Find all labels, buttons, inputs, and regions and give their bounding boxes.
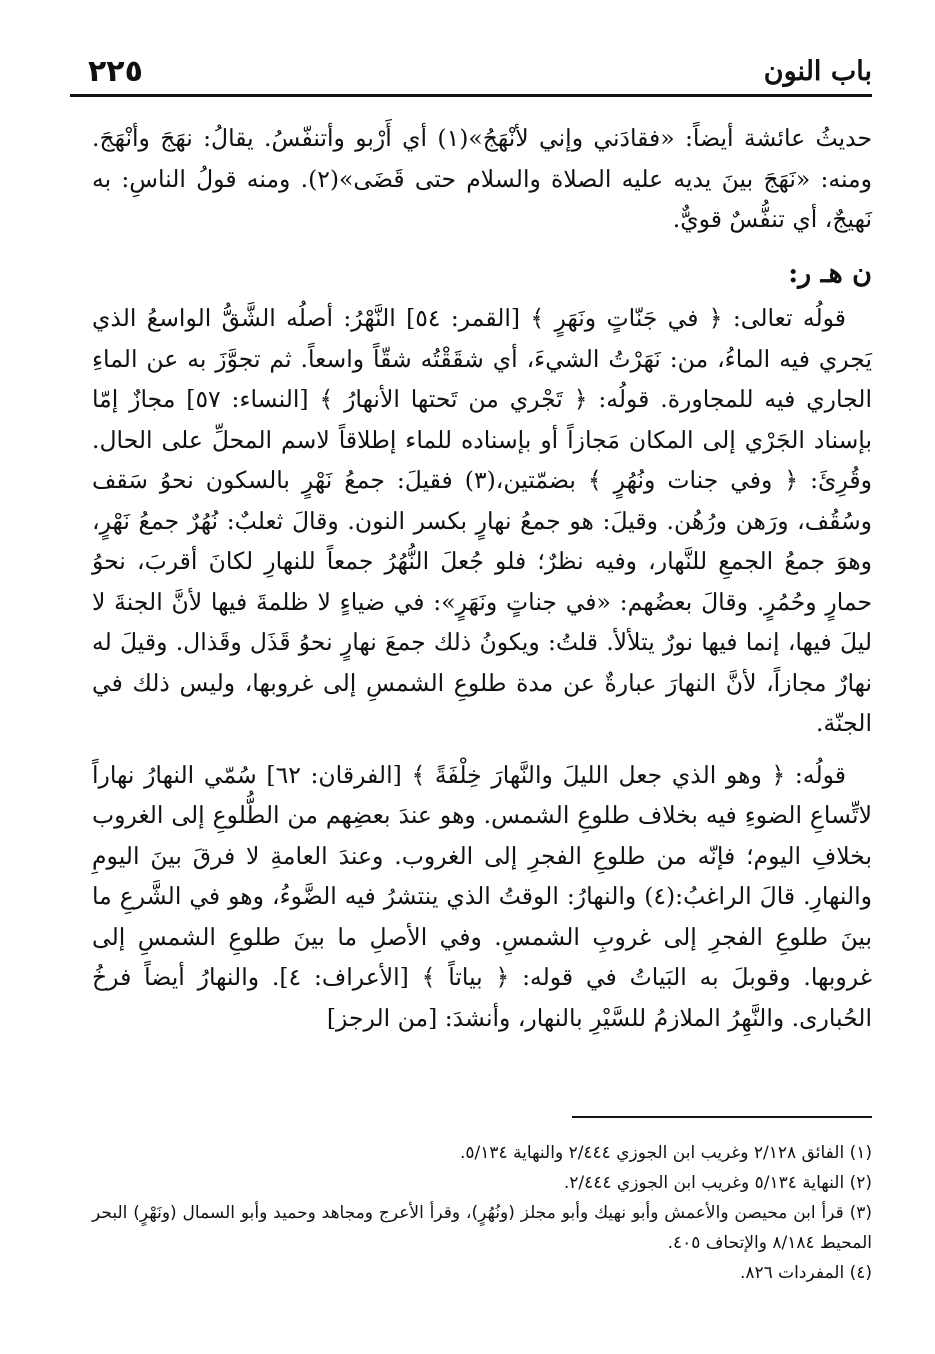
footnotes <box>92 1138 872 1288</box>
footnote-2: (٢) النهاية ٥/١٣٤ وغريب ابن الجوزي ٢/٤٤٤. <box>563 1173 872 1193</box>
footnote-4: (٤) المفردات ٨٢٦. <box>739 1263 872 1283</box>
footnote-divider <box>572 1116 872 1118</box>
footnote-1: (١) الفائق ٢/١٢٨ وغريب ابن الجوزي ٢/٤٤٤ والنهاية ٥/١٣٤. <box>459 1143 872 1163</box>
root-heading: ن هـ ر: <box>788 257 872 289</box>
paragraph-continuation: حديثُ عائشة أيضاً: «فقادَني وإني لأنْهَجُ»(١) أي أَرْبو وأتنفّسُ. يقالُ: نهَجَ وأنْهَجَ. ومنه: «نَهَجَ بينَ يديه عليه الصلاة والسلام حتى قَضَى»(٢). ومنه قولُ الناسِ: به نَهيجٌ، أي تنفُّسٌ قويٌّ. <box>92 124 873 233</box>
main-text <box>92 118 872 1038</box>
chapter-title: باب النون <box>763 56 872 87</box>
footnote-3: (٣) قرأ ابن محيصن والأعمش وأبو نهيك وأبو مجلز (ونُهُرٍ)، وقرأ الأعرج ومجاهد وحميد وأبو السمال (ونَهْرٍ) البحر المحيط ٨/١٨٤ والإتحاف ٤٠٥. <box>92 1203 872 1253</box>
paragraph-nahr: قولُه تعالى: ﴿ في جَنّاتٍ ونَهَرٍ ﴾ [القمر: ٥٤] النَّهْرُ: أصلُه الشَّقُّ الواسعُ الذي يَجري فيه الماءُ، من: نَهَرْتُ الشيءَ، أي شقَقْتُه شقّاً واسعاً. ثم تجوَّزَ به عن الماءِ الجاري فيه للمجاورة. قولُه: ﴿ تَجْري من تَحتها الأنهارُ ﴾ [النساء: ٥٧] مجازٌ إمّا بإسناد الجَرْي إلى المكان مَجازاً أو بإسناده للماء إطلاقاً لاسم المحلِّ على الحال. وقُرِئَ: ﴿ وفي جنات ونُهُرٍ ﴾ بضمّتين،(٣) فقيلَ: جمعُ نَهْرٍ بالسكون نحوُ سَقف وسُقُف، ورَهن ورُهُن. وقيلَ: هو جمعُ نهارٍ بكسر النون. وقالَ ثعلبٌ: نُهُرٌ جمعُ نَهْرٍ، وهوَ جمعُ الجمعِ للنَّهار، وفيه نظرٌ؛ فلو جُعلَ النُّهُرُ جمعاً للنهارِ لكانَ أقربَ، نحوُ حمارٍ وحُمُرٍ. وقالَ بعضُهم: «في جناتٍ ونَهَرٍ»: في ضياءٍ لا ظلمةَ فيها لأنَّ الجنةَ لا ليلَ فيها، إنما فيها نورٌ يتلألأ. قلتُ: ويكونُ ذلك جمعَ نهارٍ نحوُ قَذَل وقَذال. وقيلَ له نهارٌ مجازاً، لأنَّ النهارَ عبارةٌ عن مدة طلوعِ الشمسِ إلى غروبها، وليس ذلك في الجنّة. <box>92 304 872 737</box>
page-number: ٢٢٥ <box>88 54 143 89</box>
paragraph-nahar: قولُه: ﴿ وهو الذي جعل الليلَ والنَّهارَ خِلْفَةً ﴾ [الفرقان: ٦٢] سُمّي النهارُ نهاراً لاتِّساعِ الضوءِ فيه بخلاف طلوعِ الشمس. وهو عندَ بعضِهم من الطُّلوعِ إلى الغروب بخلافِ اليوم؛ فإنّه من طلوعِ الفجرِ إلى الغروب. وعندَ العامةِ لا فرقَ بينَ اليومِ والنهارِ. قالَ الراغبُ:(٤) والنهارُ: الوقتُ الذي ينتشرُ فيه الضَّوءُ، وهو في الشَّرعِ ما بينَ طلوعِ الفجرِ إلى غروبِ الشمسِ. وفي الأصلِ ما بينَ طلوعِ الشمسِ إلى غروبها. وقوبلَ به البَياتُ في قوله: ﴿ بياتاً ﴾ [الأعراف: ٤]. والنهارُ أيضاً فرخُ الحُبارى. والنَّهِرُ الملازمُ للسَّيْرِ بالنهار، وأنشدَ: [من الرجز] <box>92 760 873 1032</box>
page-header <box>70 52 872 97</box>
